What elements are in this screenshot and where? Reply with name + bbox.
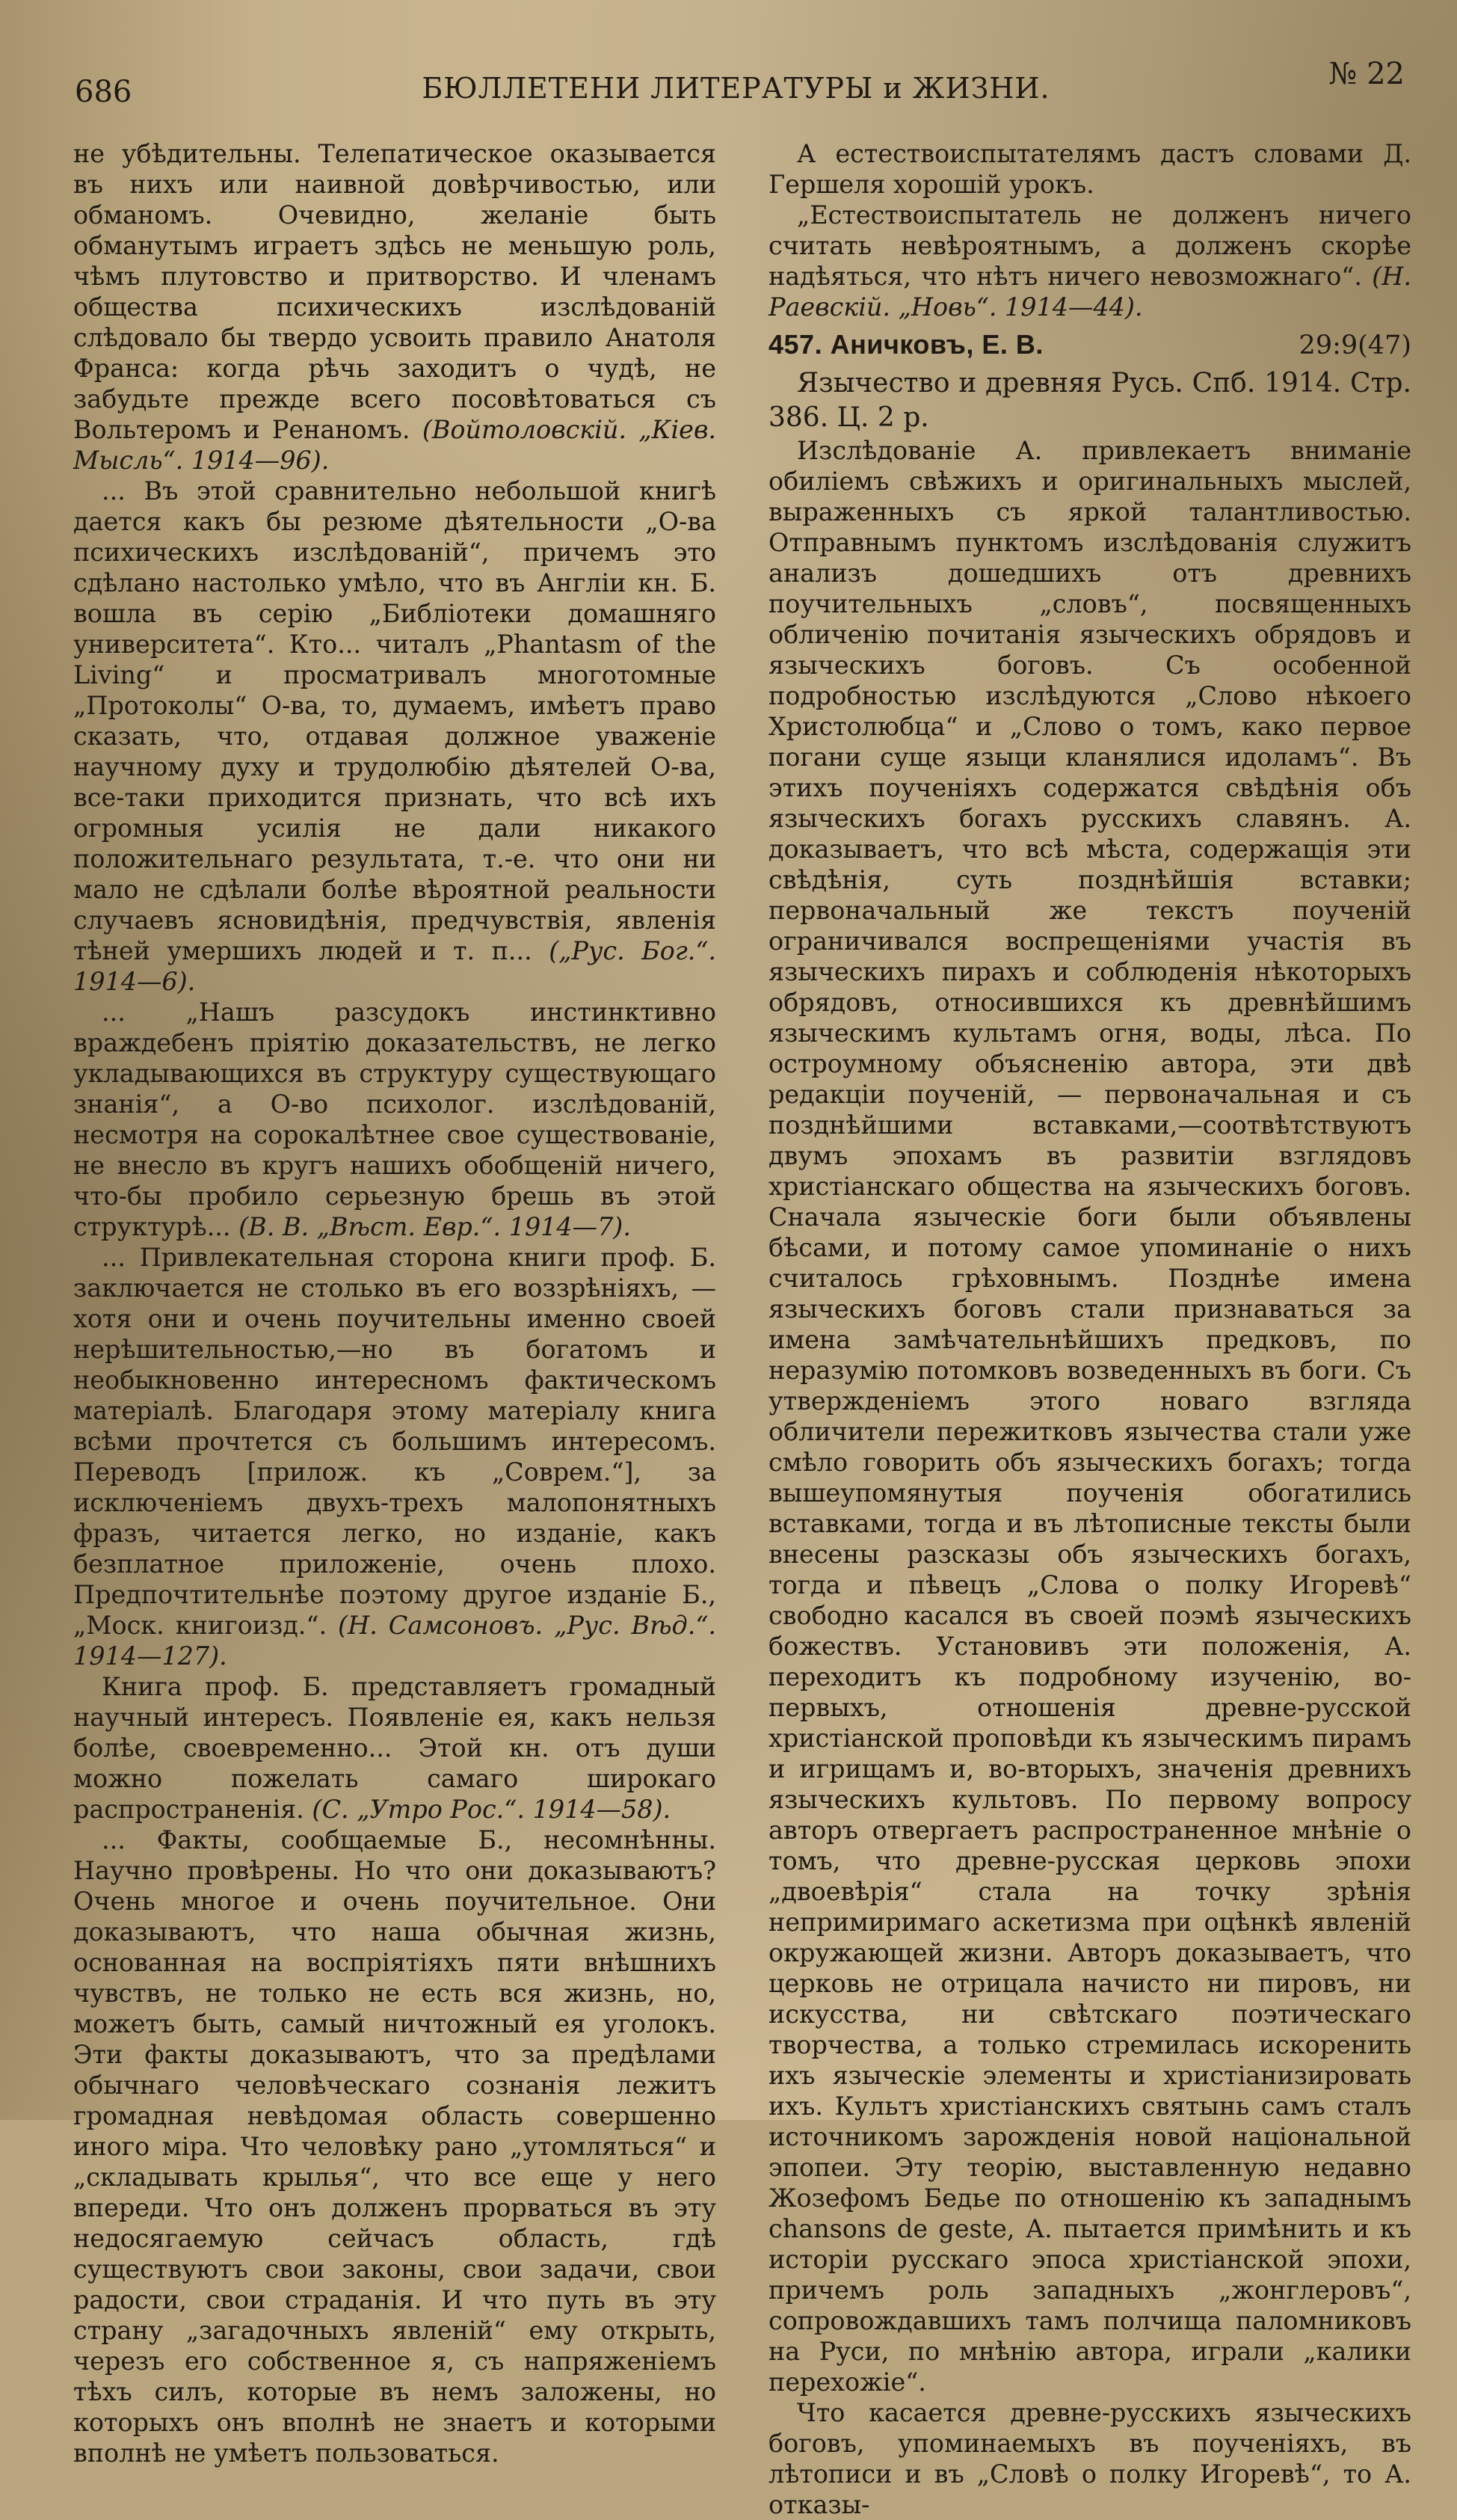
paragraph xyxy=(73,997,716,1242)
paragraph-text: ... Привлекательная сторона книги проф. Б. заключается не столько въ его воззрѣніяхъ, — хотя они и очень поучительны именно своей нерѣшительностью,—но въ богатомъ и необыкновенно интересномъ фактическомъ матеріалѣ. Благодаря этому матеріалу книга всѣми прочтется съ большимъ интересомъ. Переводъ [прилож. къ „Соврем.“], за исключеніемъ двухъ-трехъ малопонятныхъ фразъ, читается легко, но изданіе, какъ безплатное приложеніе, очень плохо. Предпочтительнѣе поэтому другое изданіе Б., „Моск. книгоизд.“. xyxy=(73,1243,716,1640)
issue-number: № 22 xyxy=(1328,57,1405,91)
running-title: БЮЛЛЕТЕНИ ЛИТЕРАТУРЫ и ЖИЗНИ. xyxy=(422,72,1050,105)
paragraph xyxy=(73,1671,716,1825)
paragraph-text: ... Факты, сообщаемые Б., несомнѣнны. Научно провѣрены. Но что они доказываютъ? Очень многое и очень поучительное. Они доказываютъ, что наша обычная жизнь, основанная на воспріятіяхъ пяти внѣшнихъ чувствъ, не только не есть вся жизнь, но, можетъ быть, самый ничтожный ея уголокъ. Эти факты доказываютъ, что за предѣлами обычнаго человѣческаго сознанія лежитъ громадная невѣдомая область совершенно иного міра. Что человѣку рано „утомляться“ и „складывать крылья“, что все еще у него впереди. Что онъ долженъ прорваться въ эту недосягаемую сейчасъ область, гдѣ существуютъ свои законы, свои задачи, свои радости, свои страданія. И что путь въ эту страну „загадочныхъ явленій“ ему открыть, черезъ его собственное я, съ напряженіемъ тѣхъ силъ, которые въ немъ заложены, но которыхъ онъ вполнѣ не знаетъ и которыми вполнѣ не умѣетъ пользоваться. xyxy=(73,1825,716,2468)
page-number: 686 xyxy=(75,75,132,109)
entry-heading xyxy=(768,328,1411,362)
paragraph-text: ... Въ этой сравнительно небольшой книгѣ дается какъ бы резюме дѣятельности „О-ва психическихъ изслѣдованій“, причемъ это сдѣлано настолько умѣло, что въ Англіи кн. Б. вошла въ серію „Библіотеки домашняго университета“. Кто... читалъ „Phantasm of the Living“ и просматривалъ многотомные „Протоколы“ О-ва, то, думаемъ, имѣетъ право сказать, что, отдавая должное уваженіе научному духу и трудолюбію дѣятелей О-ва, все-таки приходится признать, что всѣ ихъ огромныя усилія не дали никакого положительнаго результата, т.-е. что они ни мало не сдѣлали болѣе вѣроятной реальности случаевъ ясновидѣнія, предчувствія, явленія тѣней умершихъ людей и т. п... xyxy=(73,476,716,965)
citation-source: (С. „Утро Рос.“. 1914—58). xyxy=(312,1795,671,1824)
paragraph xyxy=(768,138,1411,200)
citation-source: (В. В. „Вѣст. Евр.“. 1914—7). xyxy=(238,1212,631,1241)
paragraph xyxy=(73,1242,716,1671)
citation-source: (Войтоловскій. „Кіев. Мысль“. 1914—96). xyxy=(73,415,716,475)
right-column xyxy=(768,138,1411,2520)
citation-source: (Н. Раевскій. „Новь“. 1914—44). xyxy=(768,262,1411,322)
paragraph-text: Что касается древне-русскихъ языческихъ боговъ, упоминаемыхъ въ поученіяхъ, въ лѣтописи и въ „Словѣ о полку Игоревѣ“, то А. отказы- xyxy=(768,2398,1411,2519)
left-column xyxy=(73,138,716,2468)
entry-author: 457. Аничковъ, Е. В. xyxy=(768,329,1044,360)
paragraph-text: не убѣдительны. Телепатическое оказывается въ нихъ или наивной довѣрчивостью, или обманомъ. Очевидно, желаніе быть обманутымъ играетъ здѣсь не меньшую роль, чѣмъ плутовство и притворство. И членамъ общества психическихъ изслѣдованій слѣдовало бы твердо усвоить правило Анатоля Франса: когда рѣчь заходитъ о чудѣ, не забудьте прежде всего посовѣтоваться съ Вольтеромъ и Ренаномъ. xyxy=(73,139,716,444)
paragraph-text: „Естествоиспытатель не долженъ ничего считать невѣроятнымъ, а долженъ скорѣе надѣяться, что нѣтъ ничего невозможнаго“. xyxy=(768,200,1411,291)
paragraph-text: А естествоиспытателямъ дастъ словами Д. Гершеля хорошій урокъ. xyxy=(768,139,1411,199)
paragraph-text: Книга проф. Б. представляетъ громадный научный интересъ. Появленіе ея, какъ нельзя болѣе, своевременно... Этой кн. отъ души можно пожелать самаго широкаго распространенія. xyxy=(73,1672,716,1824)
citation-source: (Н. Самсоновъ. „Рус. Вѣд.“. 1914—127). xyxy=(73,1611,716,1671)
paragraph-text: ... „Нашъ разсудокъ инстинктивно враждебенъ пріятію доказательствъ, не легко укладывающихся въ структуру существующаго знанія“, а О-во психолог. изслѣдованій, несмотря на сорокалѣтнее свое существованіе, не внесло въ кругъ нашихъ обобщеній ничего, что-бы пробило серьезную брешь въ этой структурѣ... xyxy=(73,998,716,1241)
paragraph xyxy=(768,2397,1411,2520)
paragraph xyxy=(73,476,716,997)
paragraph xyxy=(73,138,716,476)
page-header xyxy=(60,52,1412,109)
paragraph xyxy=(73,1825,716,2468)
classification-code: 29:9(47) xyxy=(1299,331,1411,360)
citation-source: („Рус. Бог.“. 1914—6). xyxy=(73,936,717,996)
paragraph xyxy=(768,200,1411,322)
paragraph-text: Изслѣдованіе А. привлекаетъ вниманіе обиліемъ свѣжихъ и оригинальныхъ мыслей, выраженныхъ съ яркой талантливостью. Отправнымъ пунктомъ изслѣдованія служитъ анализъ дошедшихъ отъ древнихъ поучительныхъ „словъ“, посвященныхъ обличенію почитанія языческихъ обрядовъ и языческихъ боговъ. Съ особенной подробностью изслѣдуются „Слово нѣкоего Христолюбца“ и „Слово о томъ, како первое погани суще языци кланялися идоламъ“. Въ этихъ поученіяхъ содержатся свѣдѣнія объ языческихъ богахъ русскихъ славянъ. А. доказываетъ, что всѣ мѣста, содержащія эти свѣдѣнія, суть позднѣйшія вставки; первоначальный же текстъ поученій ограничивался воспрещеніями участія въ языческихъ пирахъ и соблюденія нѣкоторыхъ обрядовъ, относившихся къ древнѣйшимъ языческимъ культамъ огня, воды, лѣса. По остроумному объясненію автора, эти двѣ редакціи поученій, — первоначальная и съ позднѣйшими вставками,—соотвѣтствуютъ двумъ эпохамъ въ развитіи взглядовъ христіанскаго общества на языческихъ боговъ. Сначала языческіе боги были объявлены бѣсами, и потому самое упоминаніе о нихъ считалось грѣховнымъ. Позднѣе имена языческихъ боговъ стали признаваться за имена замѣчательнѣйшихъ предковъ, по неразумію потомковъ возведенныхъ въ боги. Съ утвержденіемъ этого новаго взгляда обличители пережитковъ язычества стали уже смѣло говорить объ языческихъ богахъ; тогда вышеупомянутыя поученія обогатились вставками, тогда и въ лѣтописные тексты были внесены разсказы объ языческихъ богахъ, тогда и пѣвецъ „Слова о полку Игоревѣ“ свободно касался въ своей поэмѣ языческихъ божествъ. Установивъ эти положенія, А. переходитъ къ подробному изученію, во-первыхъ, отношенія древне-русской христіанской проповѣди къ языческимъ пирамъ и игрищамъ и, во-вторыхъ, значенія древнихъ языческихъ культовъ. По первому вопросу авторъ отвергаетъ распространенное мнѣніе о томъ, что древне-русская церковь эпохи „двоевѣрія“ стала на точку зрѣнія непримиримаго аскетизма при оцѣнкѣ явленій окружающей жизни. Авторъ доказываетъ, что церковь не отрицала начисто ни пировъ, ни искусства, ни свѣтскаго поэтическаго творчества, а только стремилась искоренить ихъ языческіе элементы и христіанизировать ихъ. Культъ христіанскихъ святынь самъ сталъ источникомъ зарожденія новой національной эпопеи. Эту теорію, выставленную недавно Жозефомъ Бедье по отношенію къ западнымъ chansons de geste, А. пытается примѣнить и къ исторіи русскаго эпоса христіанской эпохи, причемъ роль западныхъ „жонглеровъ“, сопровождавшихъ тамъ полчища паломниковъ на Руси, по мнѣнію автора, играли „калики перехожіе“. xyxy=(768,436,1411,2397)
paragraph xyxy=(768,435,1411,2397)
bibliographic-record: Язычество и древняя Русь. Спб. 1914. Стр. 386. Ц. 2 р. xyxy=(768,368,1411,433)
